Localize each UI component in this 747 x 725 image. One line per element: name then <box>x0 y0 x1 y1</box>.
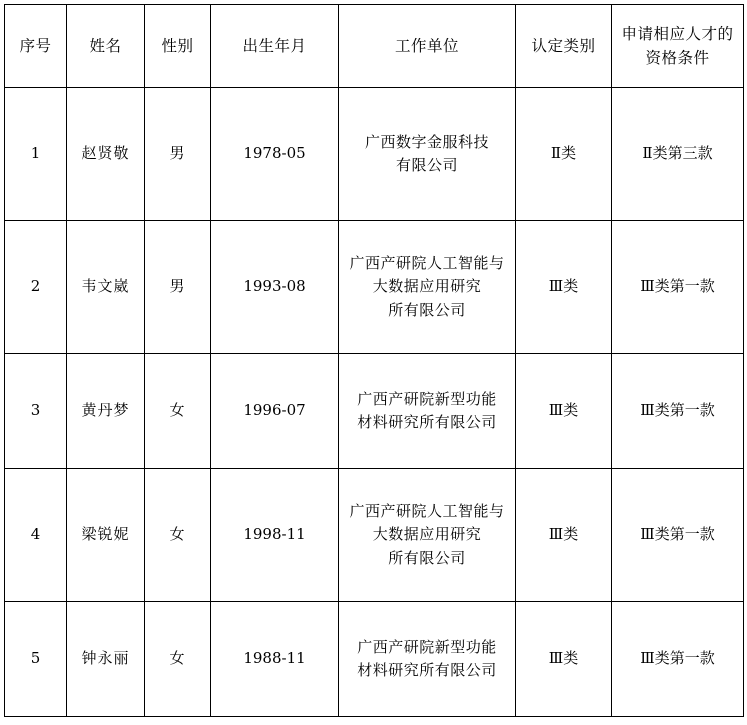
cell-name: 钟永丽 <box>67 602 145 717</box>
cell-work-unit <box>339 602 516 717</box>
table-row <box>5 88 744 221</box>
work-unit-line: 广西产研院新型功能 <box>357 637 497 656</box>
cell-condition: Ⅲ类第一款 <box>612 221 744 354</box>
cell-index: 4 <box>5 469 67 602</box>
talent-recognition-table <box>4 4 744 717</box>
cell-birth: 1988-11 <box>211 602 339 717</box>
work-unit-line: 广西产研院人工智能与 <box>349 502 505 521</box>
work-unit-line: 大数据应用研究 <box>372 525 482 544</box>
column-header-birth: 出生年月 <box>211 5 339 88</box>
cell-condition: Ⅲ类第一款 <box>612 602 744 717</box>
table-header-row <box>5 5 744 88</box>
cell-sex: 女 <box>145 469 211 602</box>
cell-name: 赵贤敬 <box>67 88 145 221</box>
cell-name: 黄丹梦 <box>67 354 145 469</box>
column-header-category: 认定类别 <box>516 5 612 88</box>
cell-birth: 1998-11 <box>211 469 339 602</box>
cell-work-unit <box>339 88 516 221</box>
column-header-sex: 性别 <box>145 5 211 88</box>
cell-work-unit <box>339 221 516 354</box>
cell-index: 2 <box>5 221 67 354</box>
table-row <box>5 221 744 354</box>
cell-index: 3 <box>5 354 67 469</box>
cell-work-unit <box>339 354 516 469</box>
cell-category: Ⅲ类 <box>516 469 612 602</box>
work-unit-line: 所有限公司 <box>388 300 466 319</box>
cell-category: Ⅲ类 <box>516 221 612 354</box>
cell-name: 韦文崴 <box>67 221 145 354</box>
cell-category: Ⅲ类 <box>516 354 612 469</box>
table-row <box>5 602 744 717</box>
table-row <box>5 469 744 602</box>
work-unit-line: 有限公司 <box>395 156 458 174</box>
cell-sex: 男 <box>145 88 211 221</box>
cell-condition: Ⅲ类第一款 <box>612 469 744 602</box>
work-unit-line: 广西产研院人工智能与 <box>349 254 505 273</box>
table-header <box>5 5 744 88</box>
work-unit-line: 广西产研院新型功能 <box>357 389 497 408</box>
work-unit-line: 大数据应用研究 <box>372 277 482 296</box>
cell-category: Ⅱ类 <box>516 88 612 221</box>
cell-index: 1 <box>5 88 67 221</box>
column-header-name: 姓名 <box>67 5 145 88</box>
work-unit-line: 所有限公司 <box>388 548 466 567</box>
work-unit-line: 广西数字金服科技 <box>364 132 489 151</box>
cell-name: 梁锐妮 <box>67 469 145 602</box>
table-body <box>5 88 744 717</box>
cell-work-unit <box>339 469 516 602</box>
cell-birth: 1978-05 <box>211 88 339 221</box>
cell-sex: 女 <box>145 354 211 469</box>
work-unit-line: 材料研究所有限公司 <box>357 661 497 679</box>
column-header-condition: 申请相应人才的资格条件 <box>612 5 744 88</box>
cell-condition: Ⅱ类第三款 <box>612 88 744 221</box>
column-header-work-unit: 工作单位 <box>339 5 516 88</box>
cell-sex: 女 <box>145 602 211 717</box>
cell-index: 5 <box>5 602 67 717</box>
cell-sex: 男 <box>145 221 211 354</box>
cell-condition: Ⅲ类第一款 <box>612 354 744 469</box>
cell-birth: 1993-08 <box>211 221 339 354</box>
table-row <box>5 354 744 469</box>
cell-birth: 1996-07 <box>211 354 339 469</box>
column-header-index: 序号 <box>5 5 67 88</box>
cell-category: Ⅲ类 <box>516 602 612 717</box>
work-unit-line: 材料研究所有限公司 <box>357 413 497 431</box>
